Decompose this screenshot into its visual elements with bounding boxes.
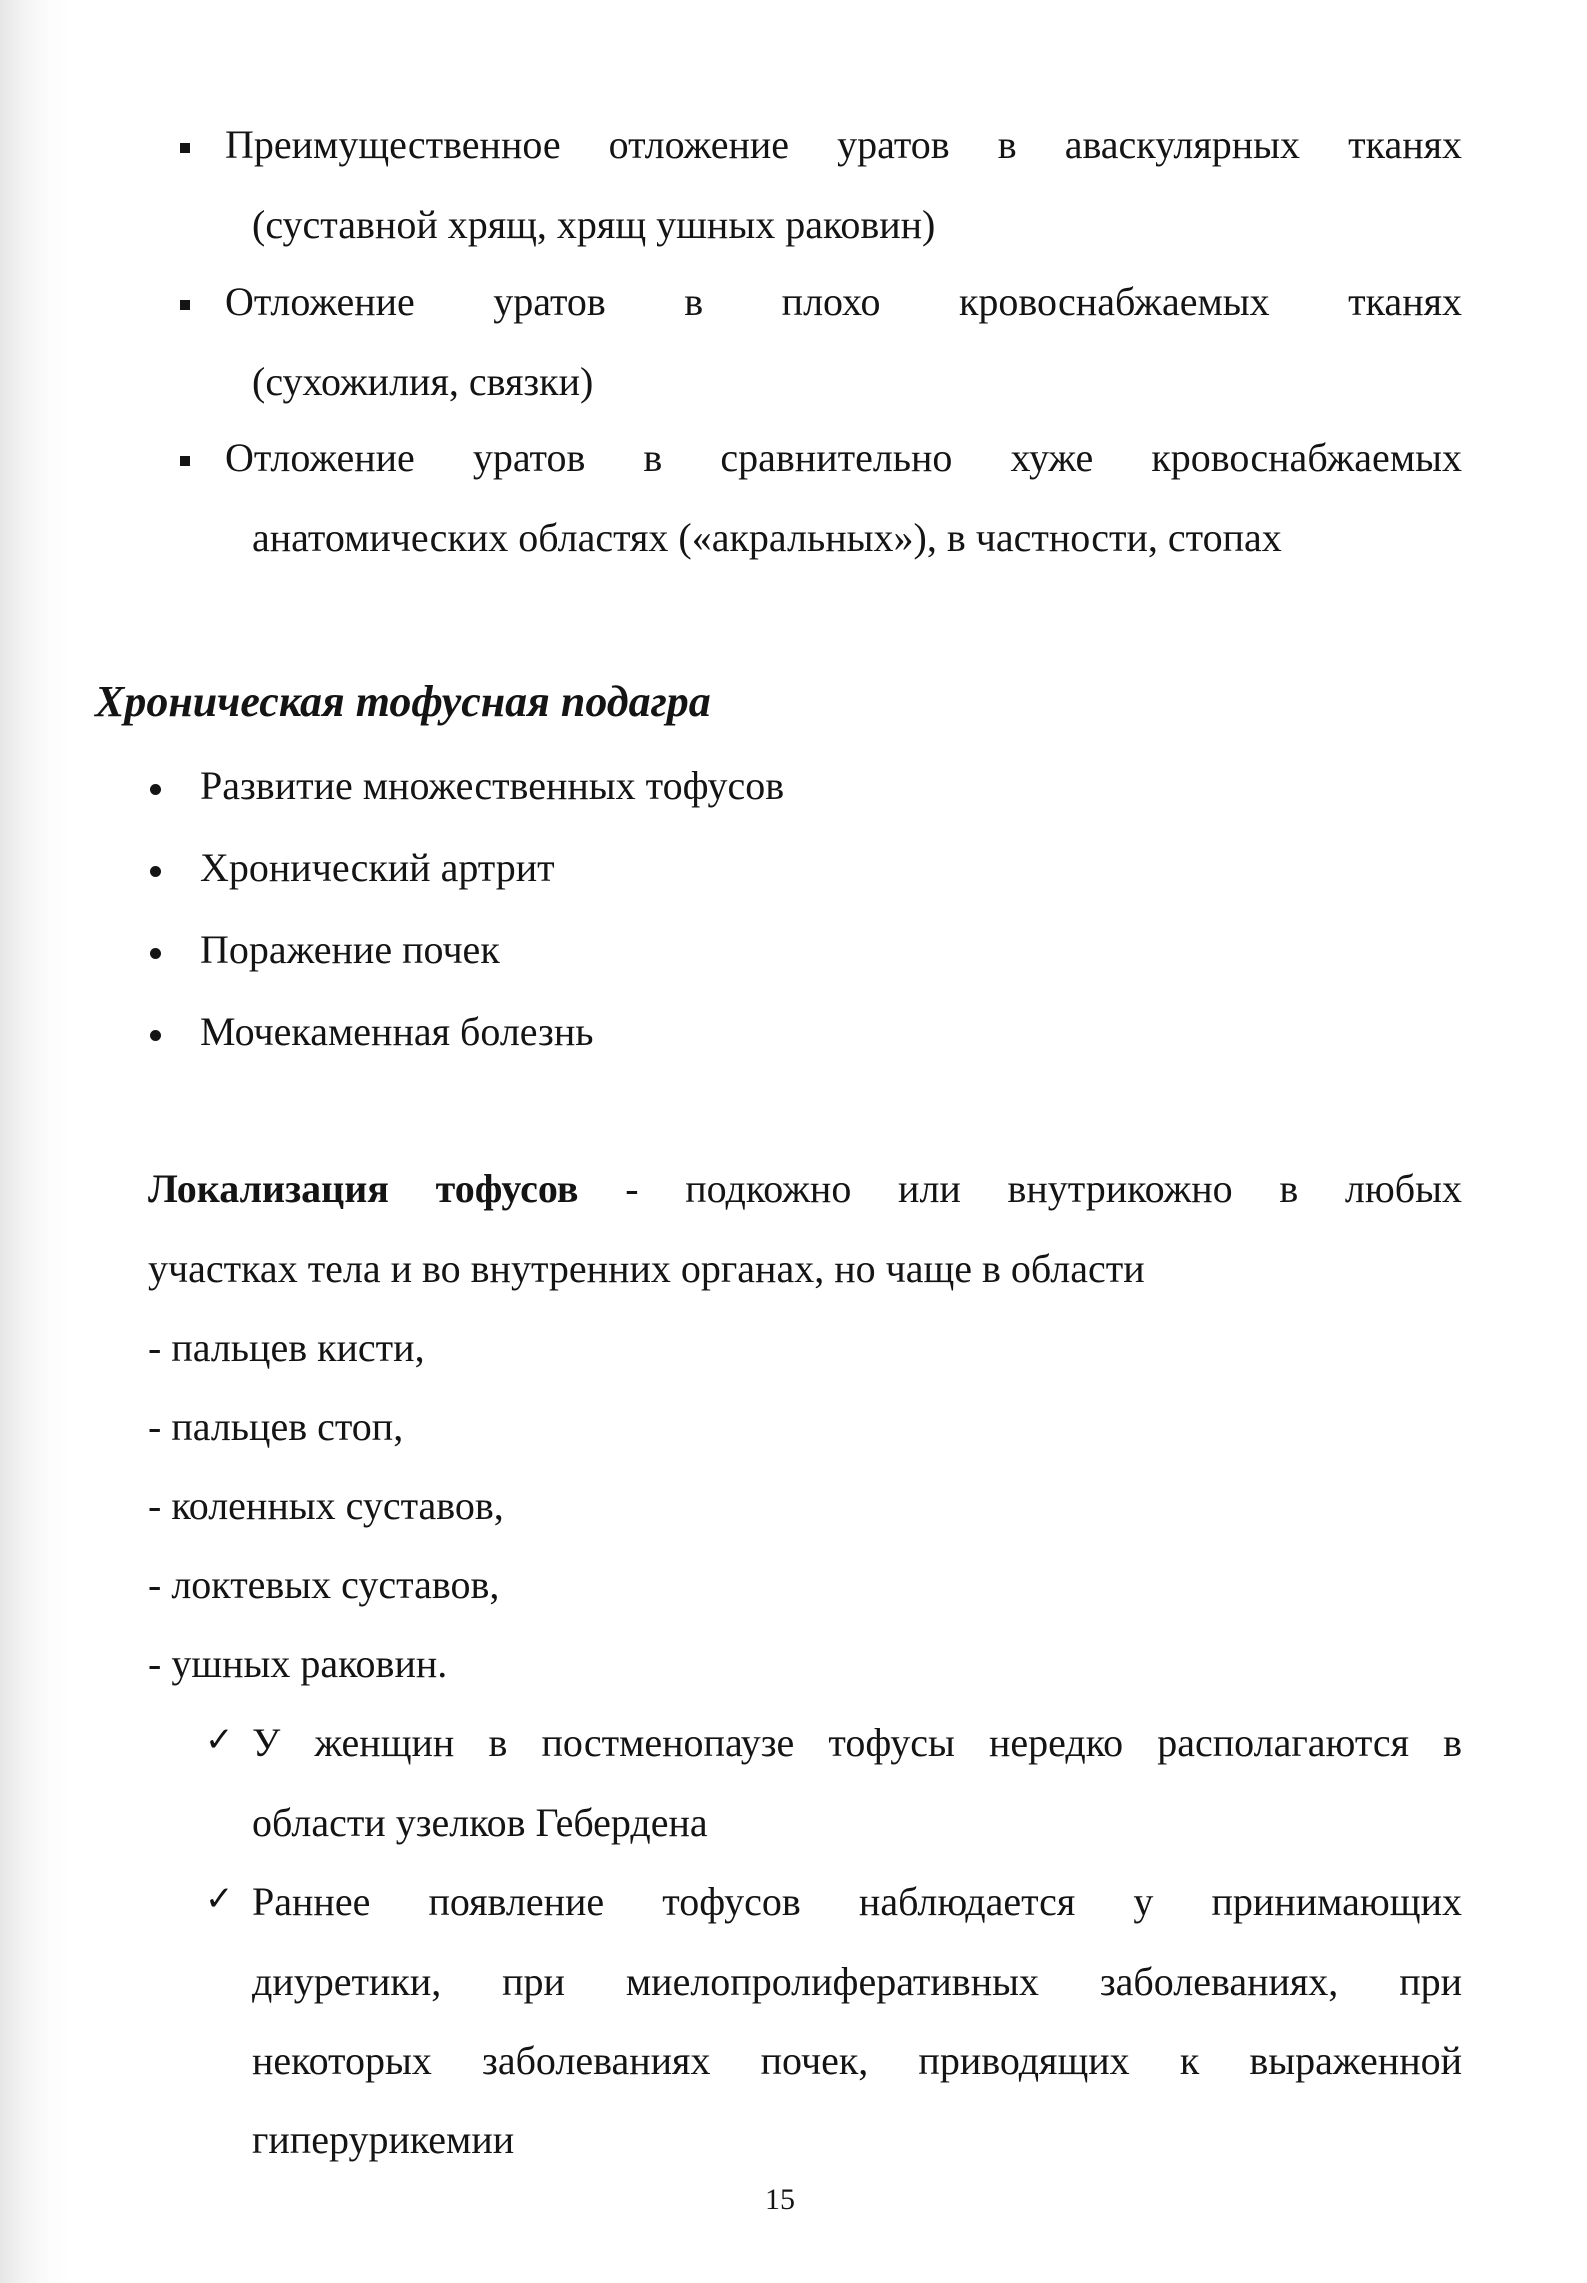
square-bullet-icon <box>180 143 190 153</box>
round-bullet-icon <box>150 948 161 959</box>
bullet-text-line: (сухожилия, связки) <box>252 359 594 404</box>
round-bullet-icon <box>150 866 161 877</box>
square-bullet-icon <box>180 456 190 466</box>
localization-item: - коленных суставов, <box>148 1483 504 1528</box>
list-item: Развитие множественных тофусов <box>200 763 785 808</box>
localization-term: Локализация тофусов <box>148 1166 579 1211</box>
square-bullet-icon <box>180 300 190 310</box>
bullet-text-line: Отложение уратов в плохо кровоснабжаемых тканях <box>225 279 1462 324</box>
check-item-line: гиперурикемии <box>252 2117 515 2162</box>
bullet-text-line: Преимущественное отложение уратов в аваскулярных тканях <box>225 122 1462 167</box>
localization-paragraph-line: участках тела и во внутренних органах, но чаще в области <box>148 1246 1145 1291</box>
list-item: Мочекаменная болезнь <box>200 1009 594 1054</box>
page-number: 15 <box>765 2183 795 2216</box>
check-item-line: Раннее появление тофусов наблюдается у принимающих <box>252 1879 1462 1924</box>
localization-definition: - подкожно или внутрикожно в любых <box>578 1166 1463 1211</box>
checkmark-icon: ✓ <box>205 1720 234 1760</box>
checkmark-icon: ✓ <box>205 1879 234 1919</box>
round-bullet-icon <box>150 784 161 795</box>
localization-item: - ушных раковин. <box>148 1641 448 1686</box>
bullet-text-line: Отложение уратов в сравнительно хуже кровоснабжаемых <box>225 435 1462 480</box>
round-bullet-icon <box>150 1030 161 1041</box>
localization-item: - пальцев кисти, <box>148 1325 425 1370</box>
list-item: Хронический артрит <box>200 845 555 890</box>
localization-item: - пальцев стоп, <box>148 1404 404 1449</box>
localization-paragraph-line <box>148 1166 1462 1212</box>
list-item: Поражение почек <box>200 927 500 972</box>
localization-item: - локтевых суставов, <box>148 1562 500 1607</box>
bullet-text-line: (суставной хрящ, хрящ ушных раковин) <box>252 202 936 247</box>
check-item-line: области узелков Гебердена <box>252 1800 708 1845</box>
check-item-line: У женщин в постменопаузе тофусы нередко располагаются в <box>252 1720 1462 1765</box>
check-item-line: некоторых заболеваниях почек, приводящих к выраженной <box>252 2038 1462 2083</box>
check-item-line: диуретики, при миелопролиферативных заболеваниях, при <box>252 1959 1462 2004</box>
section-heading: Хроническая тофусная подагра <box>95 677 711 726</box>
bullet-text-line: анатомических областях («акральных»), в частности, стопах <box>252 515 1282 560</box>
